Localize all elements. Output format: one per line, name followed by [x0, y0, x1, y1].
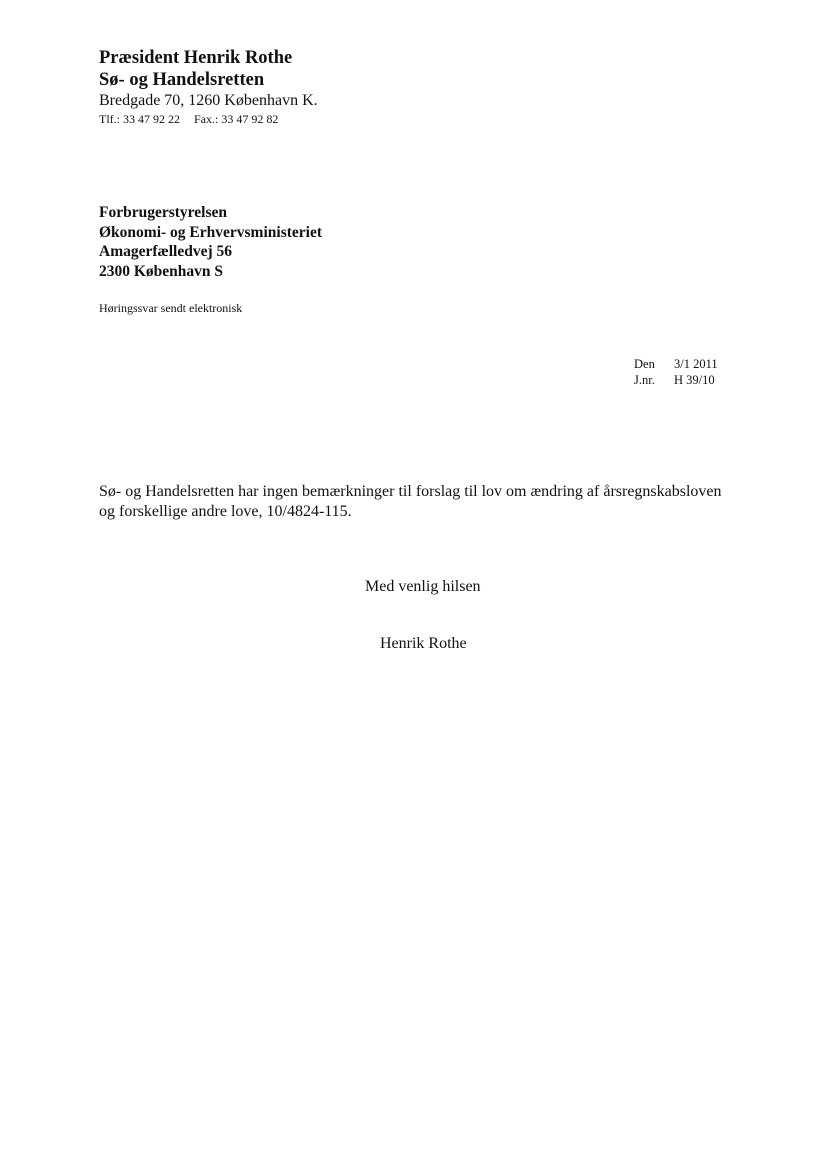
recipient-block	[99, 203, 519, 281]
sender-court: Sø- og Handelsretten	[99, 70, 265, 90]
recipient-line: Amagerfælledvej 56	[99, 243, 232, 260]
reference-label: J.nr.	[634, 373, 655, 387]
delivery-note: Høringssvar sendt elektronisk	[99, 301, 243, 315]
body-line: og forskellige andre love, 10/4824-115.	[99, 503, 352, 520]
date-value: 3/1 2011	[674, 357, 718, 371]
sender-phone: Tlf.: 33 47 92 22	[99, 112, 180, 126]
sender-phones	[99, 111, 499, 127]
date-reference-block	[634, 356, 718, 388]
reference-value: H 39/10	[674, 373, 715, 387]
body-line: Sø- og Handelsretten har ingen bemærkninger til forslag til lov om ændring af årsregnskabsloven	[99, 483, 722, 500]
sender-address: Bredgade 70, 1260 København K.	[99, 92, 318, 109]
recipient-line: 2300 København S	[99, 262, 224, 280]
signature-name: Henrik Rothe	[380, 635, 467, 652]
sender-name: Præsident Henrik Rothe	[99, 48, 293, 68]
sender-block	[99, 47, 499, 127]
date-row	[634, 356, 718, 372]
recipient-line: Økonomi- og Erhvervsministeriet	[99, 223, 323, 241]
sender-fax: Fax.: 33 47 92 82	[194, 112, 279, 126]
recipient-line: Forbrugerstyrelsen	[99, 204, 227, 221]
date-label: Den	[634, 357, 655, 371]
letter-body	[99, 482, 759, 522]
reference-row	[634, 372, 718, 388]
closing-greeting: Med venlig hilsen	[365, 578, 481, 595]
